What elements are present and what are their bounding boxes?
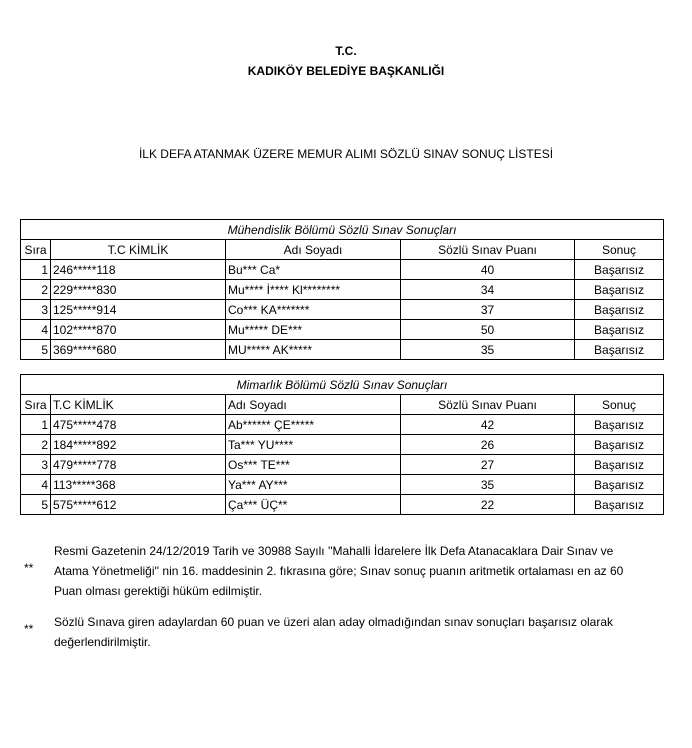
table-row	[21, 435, 664, 455]
row-score: 27	[401, 455, 575, 475]
row-name: Bu*** Ca*	[226, 260, 401, 280]
row-id: 479*****778	[51, 455, 226, 475]
table-caption: Mühendislik Bölümü Sözlü Sınav Sonuçları	[21, 220, 664, 240]
row-no: 4	[21, 475, 51, 495]
institution-line-1: T.C.	[335, 44, 357, 58]
row-no: 2	[21, 280, 51, 300]
column-header-name: Adı Soyadı	[226, 240, 401, 260]
row-id: 102*****870	[51, 320, 226, 340]
column-header-result: Sonuç	[575, 240, 664, 260]
row-id: 125*****914	[51, 300, 226, 320]
row-name: Mu**** İ**** Kl********	[226, 280, 401, 300]
row-no: 5	[21, 495, 51, 515]
table-row	[21, 475, 664, 495]
table-row	[21, 300, 664, 320]
row-score: 35	[401, 475, 575, 495]
column-header-name: Adı Soyadı	[226, 395, 401, 415]
row-id: 575*****612	[51, 495, 226, 515]
column-header-score: Sözlü Sınav Puanı	[401, 395, 575, 415]
row-result: Başarısız	[575, 280, 664, 300]
row-id: 369*****680	[51, 340, 226, 360]
column-header-id: T.C KİMLİK	[51, 395, 226, 415]
result-note: Sözlü Sınava giren adaylardan 60 puan ve üzeri alan aday olmadığından sınav sonuçları başarısız olarak değerlendirilmiştir.	[54, 615, 614, 649]
row-name: Ta*** YU****	[226, 435, 401, 455]
row-name: Co*** KA*******	[226, 300, 401, 320]
row-id: 246*****118	[51, 260, 226, 280]
table-row	[21, 340, 664, 360]
row-no: 5	[21, 340, 51, 360]
column-header-result: Sonuç	[575, 395, 664, 415]
table-row	[21, 415, 664, 435]
row-score: 35	[401, 340, 575, 360]
table-row	[21, 260, 664, 280]
row-result: Başarısız	[575, 260, 664, 280]
row-no: 4	[21, 320, 51, 340]
engineering-results-table	[20, 219, 664, 360]
column-header-no: Sıra	[21, 395, 51, 415]
row-result: Başarısız	[575, 300, 664, 320]
row-name: Ab****** ÇE*****	[226, 415, 401, 435]
note-marker: **	[24, 622, 34, 636]
row-name: Os*** TE***	[226, 455, 401, 475]
architecture-results-table	[20, 374, 664, 515]
row-id: 184*****892	[51, 435, 226, 455]
row-result: Başarısız	[575, 435, 664, 455]
row-name: MU***** AK*****	[226, 340, 401, 360]
table-header-row	[21, 395, 664, 415]
row-id: 229*****830	[51, 280, 226, 300]
row-score: 50	[401, 320, 575, 340]
row-name: Mu***** DE***	[226, 320, 401, 340]
row-result: Başarısız	[575, 340, 664, 360]
institution-line-2: KADIKÖY BELEDİYE BAŞKANLIĞI	[247, 64, 445, 78]
row-id: 113*****368	[51, 475, 226, 495]
column-header-no: Sıra	[21, 240, 51, 260]
row-score: 42	[401, 415, 575, 435]
row-score: 34	[401, 280, 575, 300]
column-header-id: T.C KİMLİK	[51, 240, 226, 260]
document-title: İLK DEFA ATANMAK ÜZERE MEMUR ALIMI SÖZLÜ SINAV SONUÇ LİSTESİ	[138, 147, 554, 161]
table-row	[21, 455, 664, 475]
table-row	[21, 495, 664, 515]
row-no: 3	[21, 300, 51, 320]
row-result: Başarısız	[575, 415, 664, 435]
table-row	[21, 320, 664, 340]
legal-note: Resmi Gazetenin 24/12/2019 Tarih ve 30988 Sayılı ''Mahalli İdarelere İlk Defa Atanacaklara Dair Sınav ve Atama Yönetmeliği'' nin 16. maddesinin 2. fıkrasına göre; Sınav sonuç puanın aritmetik ortalaması en az 60 Puan olması gerektiği hüküm edilmiştir.	[54, 544, 624, 598]
row-result: Başarısız	[575, 455, 664, 475]
row-name: Ça*** ÜÇ**	[226, 495, 401, 515]
row-name: Ya*** AY***	[226, 475, 401, 495]
table-caption: Mimarlık Bölümü Sözlü Sınav Sonuçları	[21, 375, 664, 395]
row-result: Başarısız	[575, 475, 664, 495]
row-no: 3	[21, 455, 51, 475]
row-no: 1	[21, 260, 51, 280]
row-score: 40	[401, 260, 575, 280]
row-id: 475*****478	[51, 415, 226, 435]
row-score: 37	[401, 300, 575, 320]
row-result: Başarısız	[575, 320, 664, 340]
row-score: 26	[401, 435, 575, 455]
table-header-row	[21, 240, 664, 260]
row-result: Başarısız	[575, 495, 664, 515]
row-no: 2	[21, 435, 51, 455]
column-header-score: Sözlü Sınav Puanı	[401, 240, 575, 260]
note-marker: **	[24, 561, 34, 575]
row-score: 22	[401, 495, 575, 515]
table-row	[21, 280, 664, 300]
row-no: 1	[21, 415, 51, 435]
